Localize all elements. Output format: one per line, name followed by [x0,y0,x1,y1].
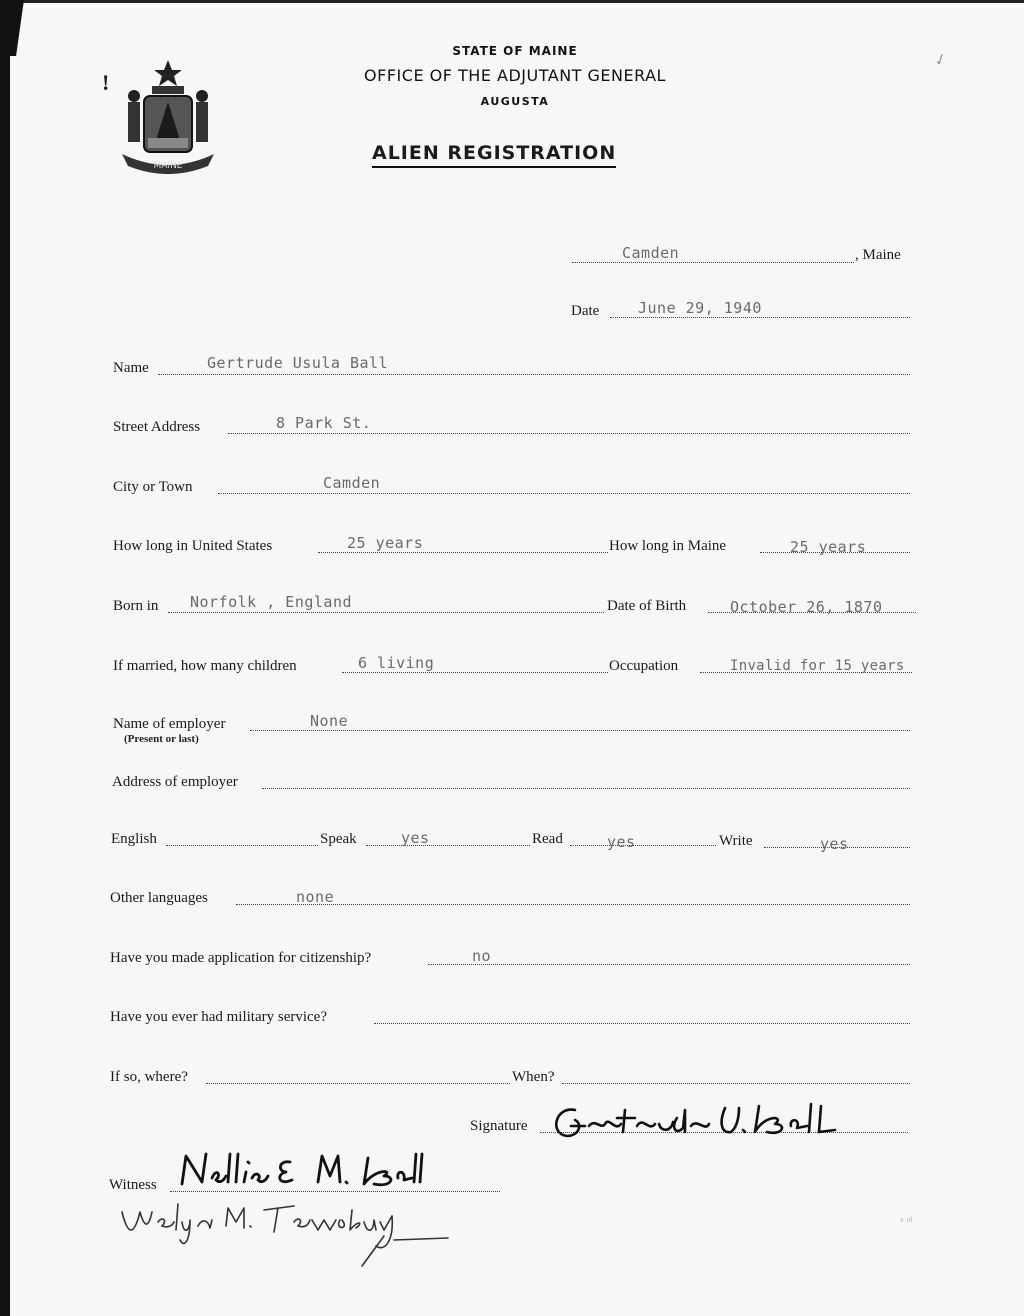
when-line [562,1083,910,1084]
date-line [610,317,910,318]
city-heading: AUGUSTA [480,95,550,108]
other-line [236,904,910,905]
signature-label: Signature [470,1118,528,1134]
date-label: Date [571,303,600,319]
scan-edge-top [0,0,1024,3]
town-value: Camden [622,244,680,262]
born-label: Born in [113,598,159,614]
name-label: Name [113,360,149,376]
write-value: yes [820,835,849,853]
city-line [218,493,910,494]
where-line [206,1083,510,1084]
employer-value: None [310,712,349,730]
us-line [318,552,608,553]
name-value: Gertrude Usula Ball [207,354,389,372]
married-label: If married, how many children [113,658,297,674]
witness-signature-1 [168,1148,428,1198]
dob-label: Date of Birth [607,598,687,614]
witness-signature-2 [118,1196,458,1268]
born-value: Norfolk , England [190,593,353,611]
applicant-signature [545,1096,845,1156]
office-heading: OFFICE OF THE ADJUTANT GENERAL [364,66,666,85]
date-value: June 29, 1940 [638,299,762,317]
maine-label: , Maine [855,247,901,263]
maine-long-label: How long in Maine [609,538,727,554]
write-label: Write [719,833,753,849]
when-label: When? [512,1069,555,1085]
seal-motto: MAINE [153,161,183,171]
margin-mark: ! [102,70,110,95]
where-label: If so, where? [110,1069,188,1085]
form-title: ALIEN REGISTRATION [372,142,616,168]
dob-value: October 26, 1870 [730,598,883,616]
state-heading: STATE OF MAINE [452,44,578,58]
street-value: 8 Park St. [276,414,372,432]
speak-value: yes [401,829,430,847]
maine-state-seal-icon [112,56,224,176]
married-line [342,672,608,673]
speak-label: Speak [320,831,357,847]
street-label: Street Address [113,419,201,435]
employer-line [250,730,910,731]
occupation-label: Occupation [609,658,679,674]
read-label: Read [532,831,563,847]
street-line [228,433,910,434]
read-line [570,845,716,846]
citizenship-label: Have you made application for citizenship? [110,950,372,966]
name-line [158,374,910,375]
military-line [374,1023,910,1024]
citizenship-line [428,964,910,965]
town-line [572,262,854,263]
check-mark-icon: ✓ [931,50,951,71]
english-label: English [111,831,157,847]
faint-marking: ᵃ ᶦᶦˡ [900,1214,913,1228]
citizenship-value: no [472,947,492,965]
english-line [166,845,318,846]
city-value: Camden [323,474,381,492]
employer-sublabel: (Present or last) [124,733,199,745]
read-value: yes [607,833,636,851]
children-value: 6 living [358,654,435,672]
other-label: Other languages [110,890,208,906]
employer-label: Name of employer [113,716,226,732]
employer-addr-label: Address of employer [112,774,238,790]
us-label: How long in United States [113,538,273,554]
us-value: 25 years [347,534,424,552]
witness-label: Witness [109,1177,157,1193]
speak-line [366,845,530,846]
other-value: none [296,888,335,906]
city-label: City or Town [113,479,193,495]
born-line [168,612,604,613]
military-label: Have you ever had military service? [110,1009,327,1025]
occupation-value: Invalid for 15 years [730,658,905,674]
employer-addr-line [262,788,910,789]
scan-edge-left [0,0,10,1316]
maine-long-value: 25 years [790,538,867,556]
